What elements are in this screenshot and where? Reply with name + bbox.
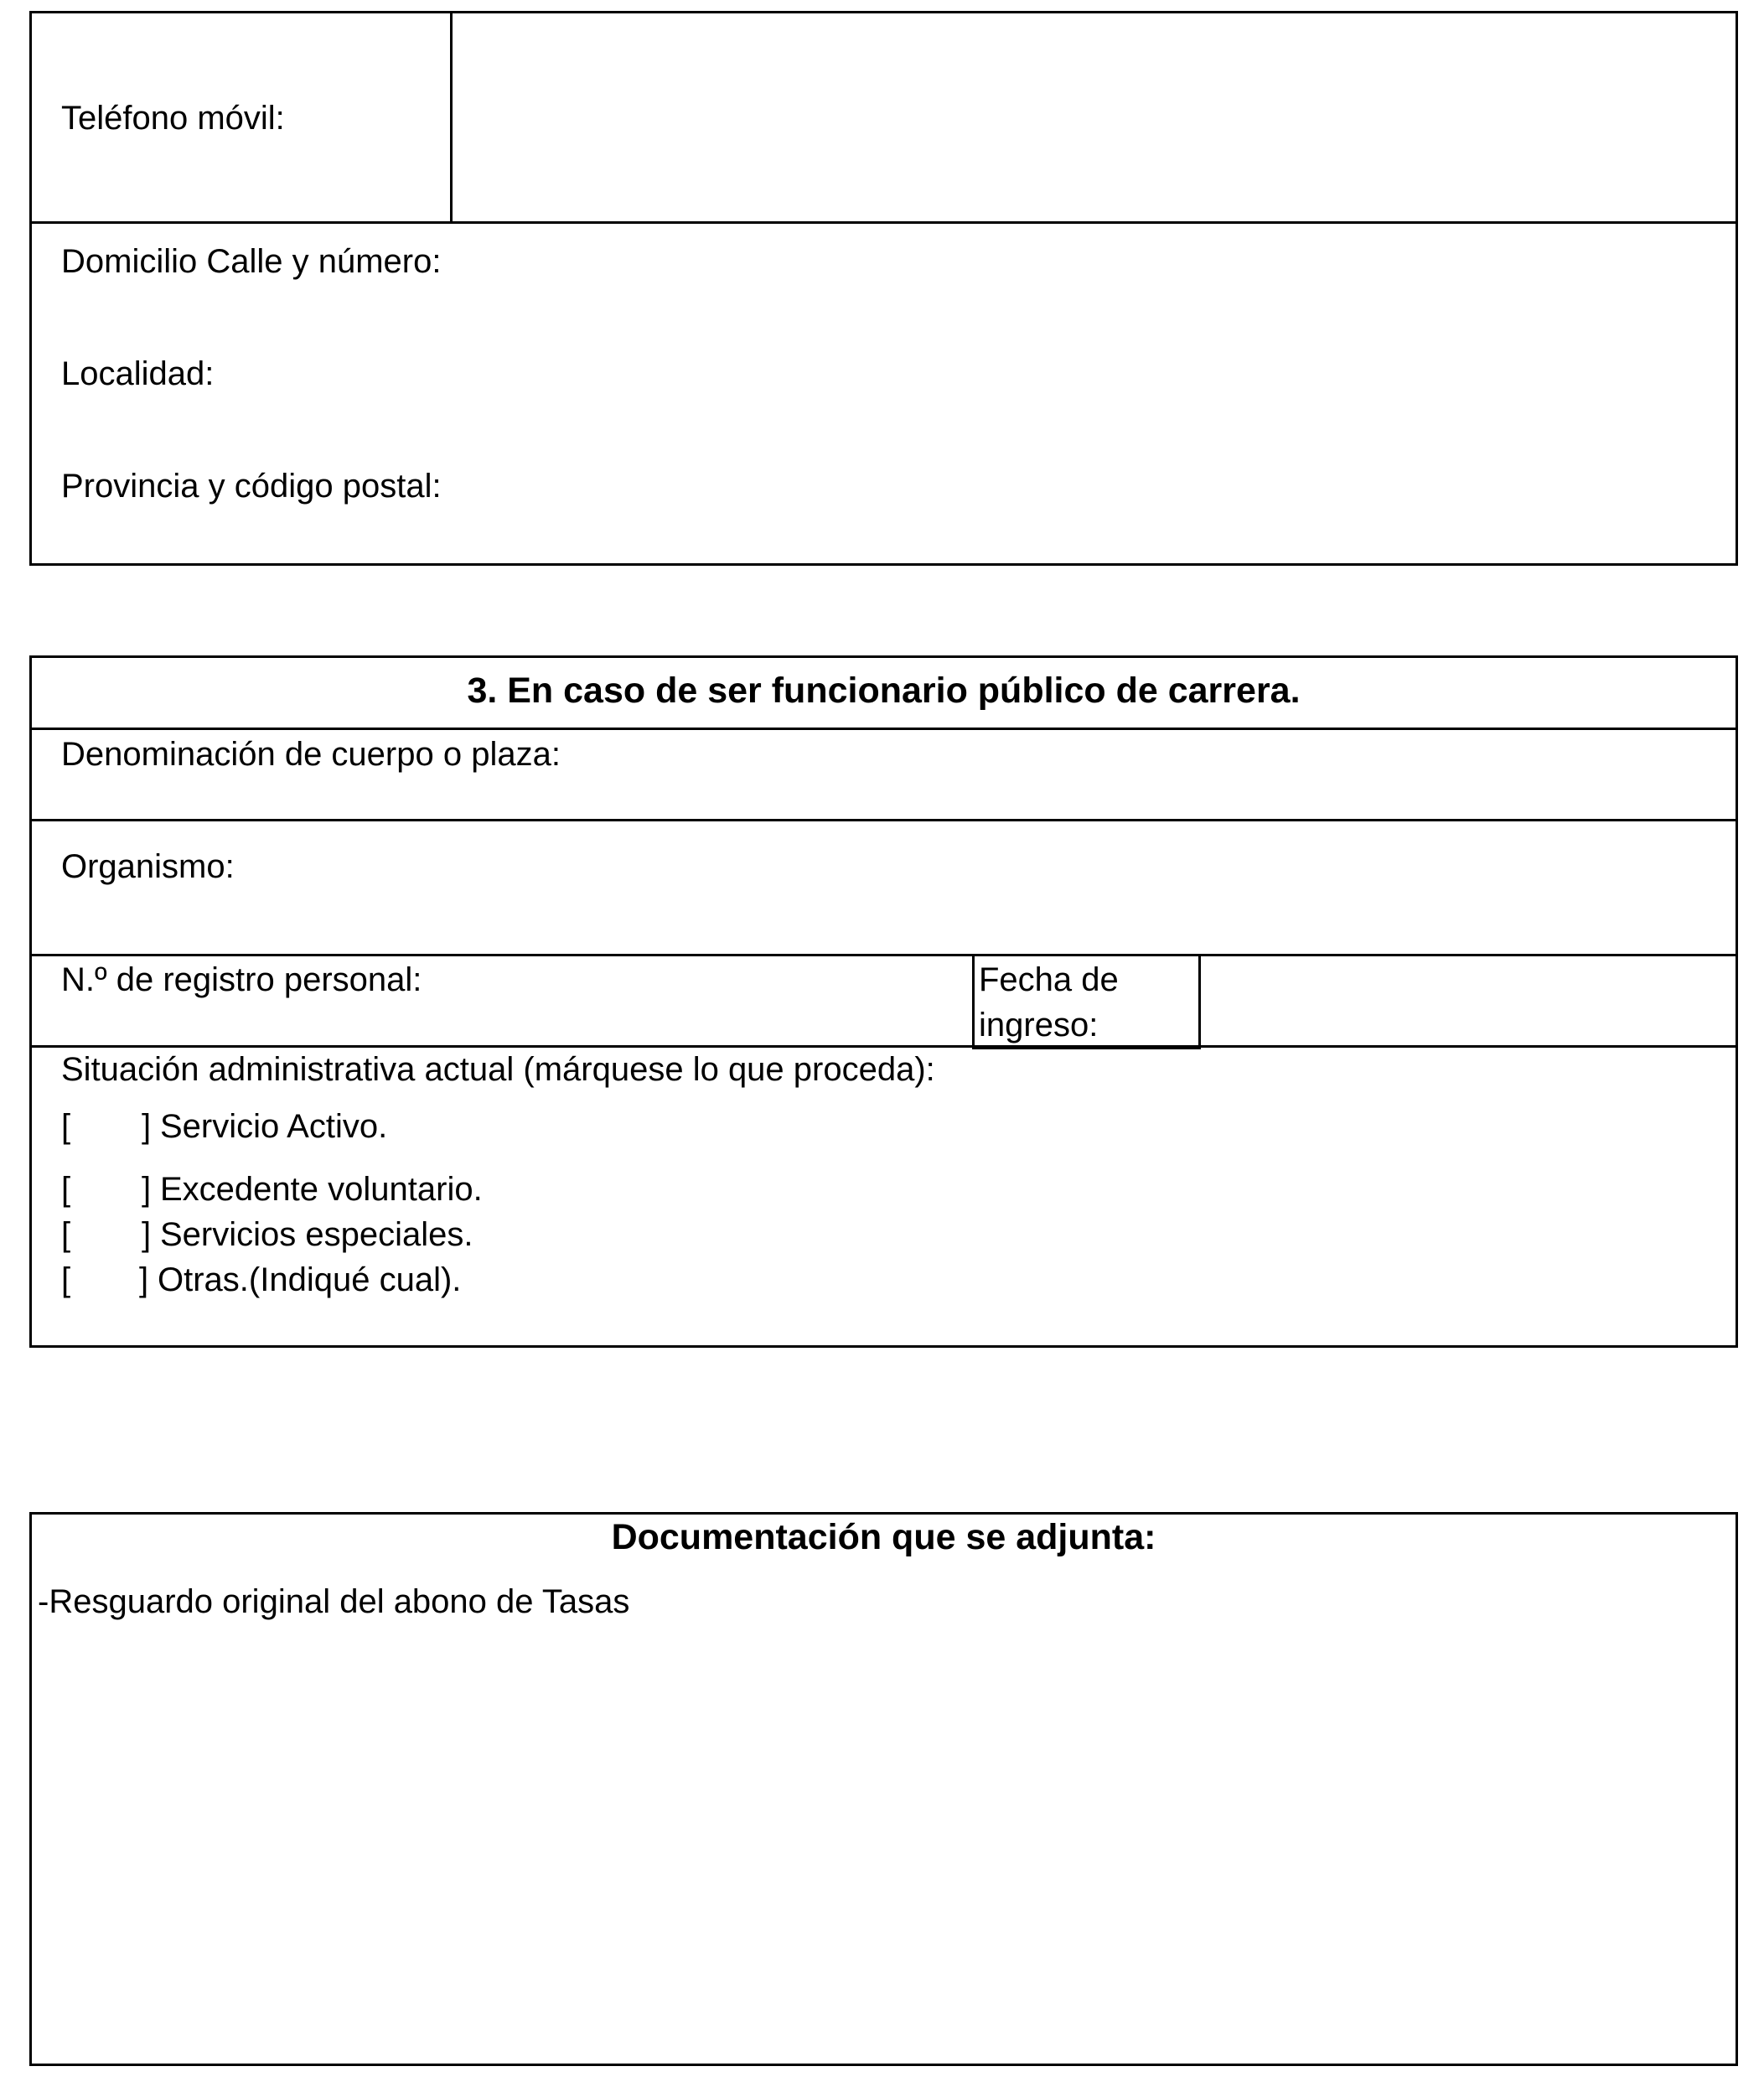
registry-label: N.º de registro personal: bbox=[61, 961, 422, 998]
option-label: Servicio Activo. bbox=[160, 1108, 388, 1145]
section3-title-divider bbox=[29, 728, 1738, 730]
status-label: Situación administrativa actual (márquese lo que proceda): bbox=[61, 1051, 935, 1088]
option-label: Excedente voluntario. bbox=[160, 1171, 483, 1208]
agency-input[interactable] bbox=[251, 823, 1730, 950]
city-input[interactable] bbox=[235, 351, 1730, 395]
street-input[interactable] bbox=[469, 239, 1730, 282]
entry-date-label-line1: Fecha de bbox=[979, 961, 1119, 998]
option-checkbox-open: [ bbox=[61, 1108, 71, 1145]
registry-divider bbox=[29, 1045, 1738, 1048]
option-label: Servicios especiales. bbox=[160, 1216, 473, 1253]
contact-divider bbox=[29, 221, 1738, 224]
documents-item: -Resguardo original del abono de Tasas bbox=[38, 1583, 630, 1620]
body-label: Denominación de cuerpo o plaza: bbox=[61, 736, 561, 773]
agency-divider bbox=[29, 954, 1738, 956]
entry-date-label-line2: ingreso: bbox=[979, 1007, 1099, 1044]
entry-date-label-bottom bbox=[972, 1047, 1201, 1049]
registry-date-divider-left bbox=[972, 954, 975, 1048]
body-input[interactable] bbox=[587, 732, 1730, 816]
option-checkbox-open: [ bbox=[61, 1216, 71, 1253]
registry-input[interactable] bbox=[453, 958, 965, 1042]
agency-label: Organismo: bbox=[61, 848, 235, 885]
option-checkbox-open: [ bbox=[61, 1261, 71, 1298]
option-checkbox-close: ] bbox=[142, 1108, 152, 1145]
entry-date-input[interactable] bbox=[1204, 958, 1730, 1042]
option-checkbox-close: ] bbox=[142, 1216, 152, 1253]
registry-date-divider-right bbox=[1198, 954, 1201, 1048]
option-checkbox-close: ] bbox=[142, 1171, 152, 1208]
option-checkbox-close: ] bbox=[139, 1261, 149, 1298]
province-label: Provincia y código postal: bbox=[61, 468, 442, 505]
section3-title: 3. En caso de ser funcionario público de carrera. bbox=[467, 671, 1301, 711]
option-label: Otras.(Indiqué cual). bbox=[158, 1261, 462, 1298]
documents-title: Documentación que se adjunta: bbox=[611, 1517, 1156, 1557]
street-label: Domicilio Calle y número: bbox=[61, 243, 442, 280]
mobile-label: Teléfono móvil: bbox=[61, 100, 285, 137]
city-label: Localidad: bbox=[61, 355, 215, 392]
mobile-input[interactable] bbox=[457, 15, 1730, 218]
mobile-divider bbox=[450, 11, 453, 222]
body-divider bbox=[29, 819, 1738, 821]
option-checkbox-open: [ bbox=[61, 1171, 71, 1208]
province-input[interactable] bbox=[473, 463, 1730, 507]
